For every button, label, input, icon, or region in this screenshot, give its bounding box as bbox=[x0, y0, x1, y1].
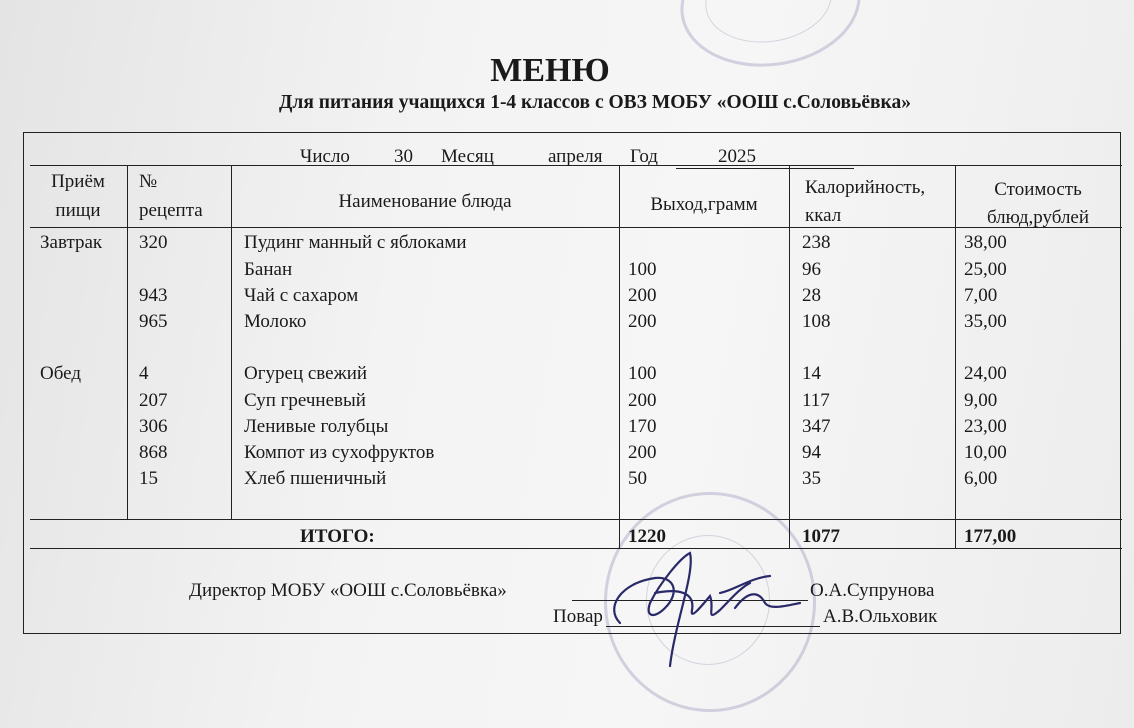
row-kcal: 14 bbox=[802, 363, 821, 384]
row-yield: 170 bbox=[628, 416, 657, 437]
row-cost: 35,00 bbox=[964, 311, 1007, 332]
month-value: апреля bbox=[548, 146, 603, 167]
row-cost: 10,00 bbox=[964, 442, 1007, 463]
header-recipe-line1: № bbox=[139, 171, 158, 192]
row-meal: Завтрак bbox=[40, 232, 103, 253]
director-label: Директор МОБУ «ООШ с.Соловьёвка» bbox=[189, 580, 507, 601]
row-kcal: 28 bbox=[802, 285, 821, 306]
header-recipe-line2: рецепта bbox=[139, 200, 203, 221]
row-dish: Банан bbox=[244, 259, 293, 280]
director-name: О.А.Супрунова bbox=[810, 580, 935, 601]
totals-cost: 177,00 bbox=[964, 526, 1017, 547]
row-recipe: 943 bbox=[139, 285, 168, 306]
month-label: Месяц bbox=[441, 146, 494, 167]
row-kcal: 108 bbox=[802, 311, 831, 332]
row-yield: 100 bbox=[628, 363, 657, 384]
totals-yield: 1220 bbox=[628, 526, 666, 547]
header-meal-line1: Приём bbox=[51, 171, 105, 192]
row-dish: Хлеб пшеничный bbox=[244, 468, 387, 489]
row-cost: 38,00 bbox=[964, 232, 1007, 253]
row-meal: Обед bbox=[40, 363, 81, 384]
row-dish: Компот из сухофруктов bbox=[244, 442, 435, 463]
row-kcal: 96 bbox=[802, 259, 821, 280]
row-kcal: 35 bbox=[802, 468, 821, 489]
header-calories-line2: ккал bbox=[805, 205, 842, 226]
year-underline bbox=[676, 168, 854, 169]
row-cost: 23,00 bbox=[964, 416, 1007, 437]
row-recipe: 320 bbox=[139, 232, 168, 253]
rule-header-bottom bbox=[30, 227, 1122, 228]
header-dish: Наименование блюда bbox=[338, 191, 512, 212]
document-title: МЕНЮ bbox=[490, 52, 610, 89]
row-yield: 200 bbox=[628, 442, 657, 463]
row-dish: Огурец свежий bbox=[244, 363, 368, 384]
header-cost-line2: блюд,рублей bbox=[986, 207, 1090, 228]
header-meal-line2: пищи bbox=[55, 200, 101, 221]
day-label: Число bbox=[300, 146, 350, 167]
row-recipe: 306 bbox=[139, 416, 168, 437]
col-rule-1 bbox=[127, 165, 128, 519]
row-cost: 24,00 bbox=[964, 363, 1007, 384]
row-yield: 200 bbox=[628, 311, 657, 332]
row-recipe: 207 bbox=[139, 390, 168, 411]
day-value: 30 bbox=[394, 146, 413, 167]
row-cost: 6,00 bbox=[964, 468, 998, 489]
row-dish: Ленивые голубцы bbox=[244, 416, 389, 437]
header-cost-line1: Стоимость bbox=[994, 179, 1082, 200]
row-dish: Суп гречневый bbox=[244, 390, 366, 411]
header-yield: Выход,грамм bbox=[650, 194, 758, 215]
row-kcal: 117 bbox=[802, 390, 830, 411]
row-yield: 100 bbox=[628, 259, 657, 280]
cook-label: Повар bbox=[553, 606, 603, 627]
row-recipe: 4 bbox=[139, 363, 149, 384]
row-recipe: 868 bbox=[139, 442, 168, 463]
row-cost: 7,00 bbox=[964, 285, 998, 306]
row-recipe: 965 bbox=[139, 311, 168, 332]
year-value: 2025 bbox=[718, 146, 756, 167]
totals-label: ИТОГО: bbox=[300, 526, 375, 547]
col-rule-3 bbox=[619, 165, 620, 548]
rule-body-bottom bbox=[30, 519, 1122, 520]
row-dish: Пудинг манный с яблоками bbox=[244, 232, 467, 253]
col-rule-4 bbox=[789, 165, 790, 548]
row-yield: 200 bbox=[628, 390, 657, 411]
row-dish: Чай с сахаром bbox=[244, 285, 359, 306]
row-cost: 9,00 bbox=[964, 390, 998, 411]
rule-totals-bottom bbox=[30, 548, 1122, 549]
document-subtitle: Для питания учащихся 1-4 классов с ОВЗ МОБУ «ООШ с.Соловьёвка» bbox=[279, 92, 911, 113]
cook-name: А.В.Ольховик bbox=[823, 606, 938, 627]
row-yield: 50 bbox=[628, 468, 647, 489]
row-kcal: 347 bbox=[802, 416, 831, 437]
year-label: Год bbox=[630, 146, 658, 167]
row-kcal: 94 bbox=[802, 442, 821, 463]
row-yield: 200 bbox=[628, 285, 657, 306]
header-calories-line1: Калорийность, bbox=[805, 177, 926, 198]
col-rule-2 bbox=[231, 165, 232, 519]
totals-kcal: 1077 bbox=[802, 526, 840, 547]
row-kcal: 238 bbox=[802, 232, 831, 253]
row-dish: Молоко bbox=[244, 311, 307, 332]
row-recipe: 15 bbox=[139, 468, 158, 489]
handwritten-signature bbox=[600, 548, 830, 673]
row-cost: 25,00 bbox=[964, 259, 1007, 280]
